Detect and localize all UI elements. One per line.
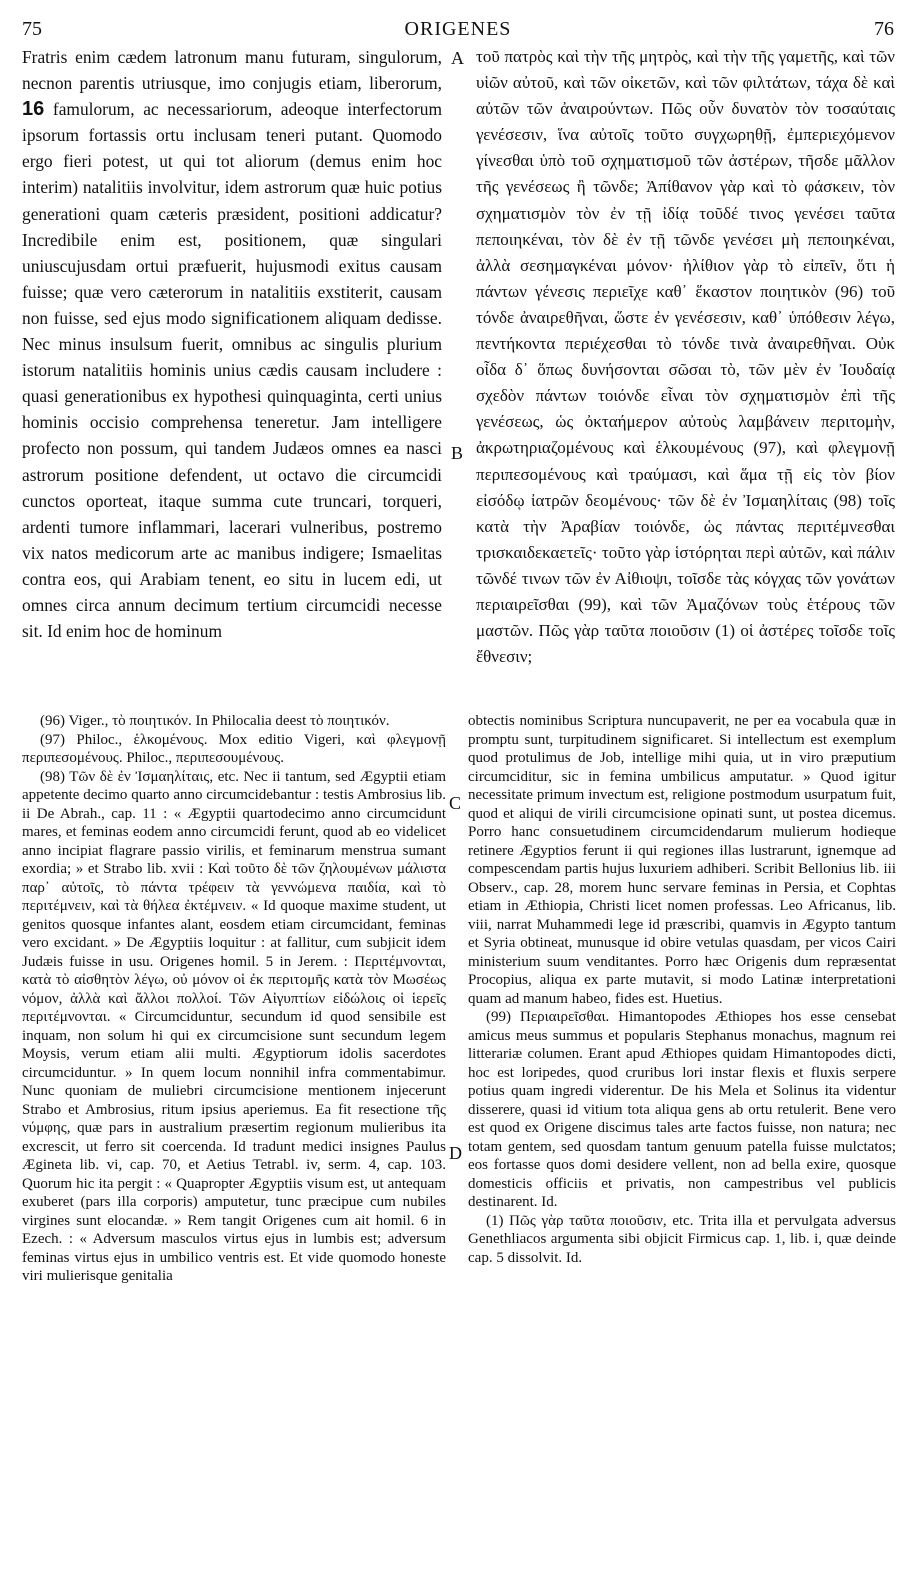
- footnote-97: (97) Philoc., ἑλκομένους. Mox editio Vigeri, καὶ φλεγμονῇ περιπεσομένους. Philoc., περιπεσουμένους.: [22, 731, 446, 766]
- page-number-left: 75: [22, 18, 42, 40]
- footnote-99: (99) Περιαιρεῖσθαι. Himantopodes Æthiopes hos esse censebat amicus meus summus et popularis Stephanus monachus, magnum rei litterariæ columen. Erant apud Æthiopes quidam Himantopodes dicti, hoc est loripedes, quod cruribus lori instar flexis et fluxis serpere potius quam ingredi viderentur. De his Mela et Solinus ita videntur disserere, quasi id vitium tota aliqua gens ab ortu retulerit. Bene vero est quod ex Origene discimus tales arte factos fuisse, non natura; nec totam gentem, sed quosdam tantum genuum patella fuisse mulctatos; eos fortasse quos domi desidere vellent, non ad bella exire, quosque domesticis officiis et privatis, non campestribus vel publicis destinarent. Id.: [468, 1009, 896, 1210]
- running-header: [22, 18, 894, 42]
- greek-column: [476, 44, 895, 698]
- page-number-right: 76: [874, 18, 894, 40]
- latin-text-part1: Fratris enim cædem latronum manu futuram, singulorum, necnon parentis utriusque, imo conjugis etiam, liberorum,: [22, 47, 442, 94]
- margin-marker-b: B: [451, 443, 464, 463]
- footnote-98: (98) Τῶν δὲ ἐν Ἰσμαηλίταις, etc. Nec ii tantum, sed Ægyptii etiam appetente decimo quarto anno circumcidebantur : testis Ambrosius lib. ii De Abrah., cap. 11 : « Ægyptii quartodecimo anno circumcidunt mares, et feminas eodem anno circumcidi ferunt, quod ab eo videlicet anno incipiat flagrare passio virilis, et feminarum menstrua sumant exordia; » et Strabo lib. xvii : Καὶ τοῦτο δὲ τῶν ζηλουμένων μάλιστα παρ᾽ αὐτοῖς, τὸ πάντα τρέφειν τὰ γεννώμενα παιδία, καὶ τὸ περιτέμνειν, καὶ τὰ θήλεα ἐκτέμνειν. « Id quoque maxime student, ut genitos quosque infantes alant, eosdem etiam circumcidant, feminas vero excidant. » De Ægyptiis loquitur : at fallitur, cum subjicit idem Judæis fuisse in usu. Origenes homil. 5 in Jerem. : Περιτέμνονται, κατὰ τὸ αἰσθητὸν λέγω, οὐ μόνον οἱ ἐκ περιτομῆς κατὰ τὸν Μωσέως νόμον, ἀλλὰ καὶ ἄλλοι πολλοί. Τῶν Αἰγυπτίων εἰδώλοις οἱ ἱερεῖς περιτέμνονται. « Circumciduntur, secundum id quod sensibile est inquam, non solum hi qui ex circumcisione sunt secundum legem Moysis, verum etiam alii multi. Ægyptiorum idolis sacerdotes circumciduntur. » In quem locum nonnihil infra commentabimur. Nunc quoniam de muliebri circumcisione mentionem injecerunt Strabo et Ambrosius, ritum ipsius aperiemus. Ea fit resectione τῆς νύμφης, quæ pars in australium præsertim regionum mulieribus ita excrescit, ut ferro sit coercenda. Id tradunt medici insignes Paulus Ægineta lib. vi, cap. 70, et Aetius Tetrabl. iv, serm. 4, cap. 103. Quorum hic ita pergit : « Quapropter Ægyptiis visum est, ut antequam exuberet (pars illa corporis) amputetur, tunc præcipue cum nubiles virgines sunt elocandæ. » Rem tangit Origenes cum ait homil. 6 in Ezech. : « Adversum masculos virtus ejus in lumbis est; adversum feminas virtus ejus in umbilico ventris est. Et vide quomodo honeste viri mulierisque genitalia: [22, 768, 446, 1284]
- footnote-98-continuation: obtectis nominibus Scriptura nuncupaverit, ne per ea vocabula quæ in promptu sunt, turpitudinem significaret. Si intellectum est exemplum quod protulimus de Job, intellige mihi quia, ut in viro præputium circumciditur, sic in femina umbilicus amputatur. » Quod igitur necessitate primum invectum est, religione postmodum usurpatum fuit, quod et aliqui de virili circumcisione opinati sunt, ut postea dicemus. Porro hanc consuetudinem circumcidendarum mulierum hodieque retinere Ægyptios ferunt ii qui regiones illas lustrarunt, ignemque ad compescendam partis hujus luxuriem adhiberi. Scribit Bellonius lib. iii Observ., cap. 28, morem hunc servare feminas in Persia, et Cophtas etiam in Æthiopia, Christi licet nomen professas. Leo Africanus, lib. viii, narrat Muhammedi lege id præscribi, quamvis in Ægypto tantum et Syria obtineat, munusque id obire vetulas quasdam, per vicos Cairi ministerium suum venditantes. Porro hæc Origenis dum repræsentat Procopius, aliqua ex parte mutavit, si modo Latinæ interpretationi quam ad manum habeo, fides est. Huetius.: [468, 713, 896, 1007]
- column-number-16: 16: [22, 98, 45, 121]
- latin-text-part2: famulorum, ac necessariorum, adeoque interfectorum ipsorum fortassis ortu inclusam teneri putant. Quomodo ergo fieri potest, ut qui tot aliorum (demus enim hoc interim) natalitiis involvitur, idem astrorum quæ huic potius generationi quam cæteris præsident, positioni addicatur? Incredibile enim est, positionem, quæ singulari uniuscujusdam ortui præfuerit, hujusmodi exitus causam fuisse; quæ vero cæterorum in natalitiis exstiterit, causam non fuisse, sed ejus modo significationem aliquam dedisse. Nec minus insulsum fuerit, omnibus ac singulis plurium istorum natalitiis hominis unius cædis causam includere : quasi generationibus ex hypothesi quinquaginta, certi unius hominis occisio comprehensa teneretur. Jam intelligere profecto non possum, qui tandem Judæos omnes ea nasci astrorum positione defendent, ut octavo die circumcidi cunctos oporteat, itaque summa cute truncari, torqueri, ardenti tumore inflammari, lacerari vulneribus, postremo vix natos medicorum arte ac manibus indigere; Ismaelitas contra eos, qui Arabiam tenent, eo situ in lucem edi, ut omnes circa annum decimum tertium circumcidi necesse sit. Id enim hoc de hominum: [22, 99, 442, 642]
- running-title: ORIGENES: [404, 18, 512, 40]
- footnote-96: (96) Viger., τὸ ποιητικόν. In Philocalia deest τὸ ποιητικόν.: [40, 713, 390, 729]
- latin-paragraph: [22, 44, 442, 644]
- footnotes-left: [22, 712, 446, 1562]
- footnote-1: (1) Πῶς γὰρ ταῦτα ποιοῦσιν, etc. Trita illa et pervulgata adversus Genethliacos argumenta sibi objicit Firmicus cap. 1, lib. i, quæ deinde cap. 5 dissolvit. Id.: [468, 1212, 896, 1266]
- margin-marker-d: D: [449, 1143, 462, 1163]
- margin-marker-c: C: [449, 793, 462, 813]
- greek-paragraph: τοῦ πατρὸς καὶ τὴν τῆς μητρὸς, καὶ τὴν τῆς γαμετῆς, καὶ τῶν υἱῶν αὐτοῦ, καὶ τῶν οἰκετῶν, καὶ τῶν φιλτάτων, τάχα δὲ καὶ αὐτῶν τῶν ἀναιρούντων. Πῶς οὖν δυνατὸν τὸν τοσαύταις γενέσεσιν, ἵνα αὐτοῖς τοῦτο συγχωρηθῇ, ἐμπεριεχόμενον γίνεσθαι ὑπὸ τοῦ σχηματισμοῦ τῶν ἀστέρων, τῆσδε μᾶλλον τῆς γενέσεως ἢ τῶνδε; Ἀπίθανον γὰρ καὶ τὸ φάσκειν, τὸν σχηματισμὸν τὸν ἐν τῇ ἰδίᾳ τοῦδέ τινος γενέσει ταῦτα πεποιηκέναι, τὸν δὲ ἐν τῇ τῶνδε γενέσει μὴ πεποιηκέναι, ἀλλὰ σεσημαγκέναι μόνον· ἠλίθιον γὰρ τὸ εἰπεῖν, ὅτι ἡ πάντων γένεσις περιεῖχε καθ᾽ ἕκαστον ποιητικὸν (96) τοῦ τόνδε ἀναιρεθῆναι, ὥστε ἐν γενέσεσιν, καθ᾽ ὑπόθεσιν λέγω, πεντήκοντα περιέχεσθαι τὸ τόνδε τινὰ ἀναιρεθῆναι. Οὐκ οἶδα δ᾽ ὅπως δυνήσονται σῶσαι τὸ, τῶν μὲν ἐν Ἰουδαίᾳ σχεδὸν πάντων τοιόνδε εἶναι τὸν σχηματισμὸν ἐπὶ τῆς γενέσεως, ὡς ὀκταήμερον αὐτοὺς λαμβάνειν περιτομὴν, ἀκρωτηριαζομένους καὶ ἑλκουμένους (97), καὶ φλεγμονῇ περιπεσομένους καὶ τραύμασι, καὶ ἅμα τῇ εἰς τὸν βίον εἰσόδῳ ἰατρῶν δεομένους· τῶν δὲ ἐν Ἰσμαηλίταις (98) τοῖς κατὰ τὴν Ἀραβίαν τοιόνδε, ὡς πάντας περιτέμνεσθαι τρισκαιδεκαετεῖς· τοῦτο γὰρ ἱστόρηται περὶ αὐτῶν, καὶ πάλιν τῶνδέ τινων τῶν ἐν Αἰθιοψι, τοῖσδε τὰς κόγχας τῶν γονάτων περιαιρεῖσθαι (99), καὶ τῶν Ἀμαζόνων τοὺς ἑτέρους τῶν μαστῶν. Πῶς γὰρ ταῦτα ποιοῦσιν (1) οἱ ἀστέρες τοῖσδε τοῖς ἔθνεσιν;: [476, 47, 895, 667]
- footnotes-right: [468, 712, 896, 1562]
- margin-marker-a: A: [451, 48, 464, 68]
- latin-column: [22, 44, 442, 698]
